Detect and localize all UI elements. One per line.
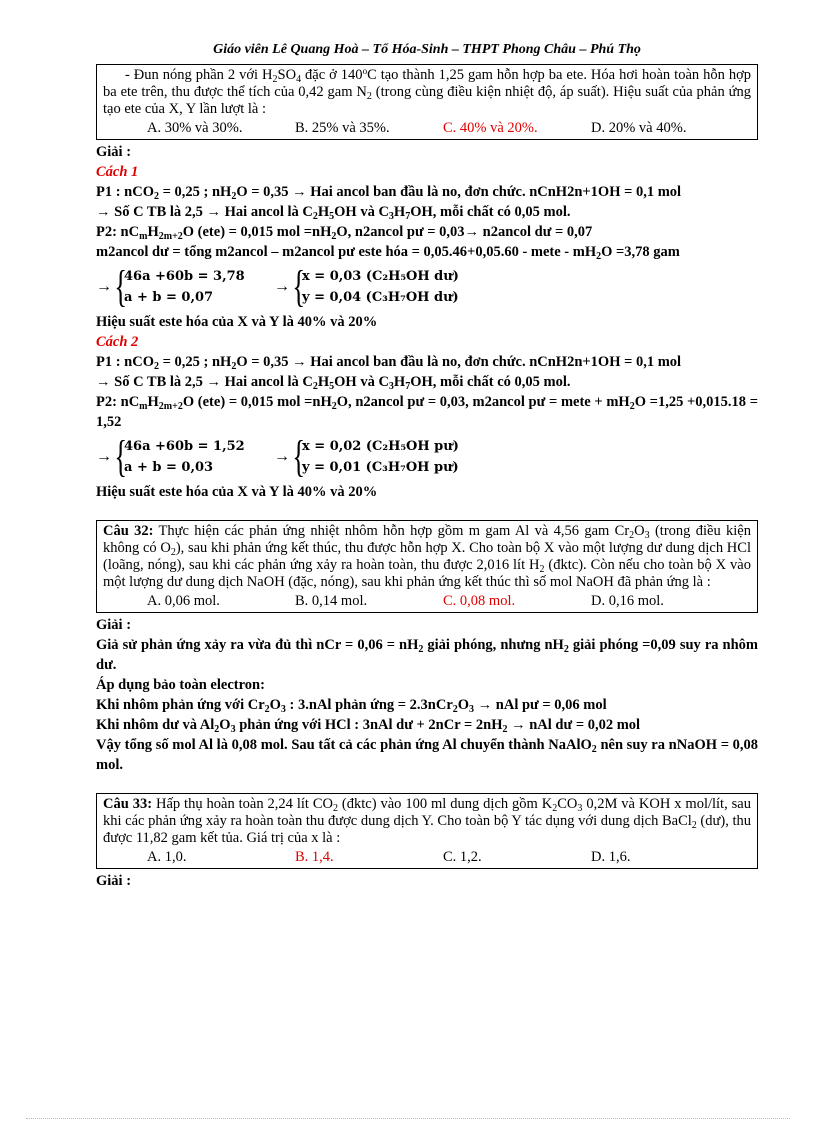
option-d: D. 0,16 mol. xyxy=(591,593,664,609)
option-c: C. 1,2. xyxy=(443,849,482,865)
question-33-options xyxy=(103,849,751,866)
option-c-correct: C. 0,08 mol. xyxy=(443,593,516,609)
question-32-options xyxy=(103,593,751,610)
p1-line-2: P1 : nCO$_2$ = 0,25 ; $nH_2O = 0,35$ → Hai ancol ban đầu là no, đơn chức. nCnH2n+1OH = 0,1 mol xyxy=(96,354,682,372)
option-a: A. 1,0. xyxy=(147,849,187,865)
sol32-line1: Giả sử phản ứng xảy ra vừa đủ thì nCr = $0,06 = nH_2$ giải phóng, nhưng $nH_2$ giải phóng =0,09 suy ra nhôm dư. xyxy=(96,637,758,673)
question-32-text: Câu 32: Thực hiện các phản ứng nhiệt nhôm hỗn hợp gồm m gam Al và 4,56 gam $Cr_2O_3$ (trong điều kiện không có $O_2$), sau khi phản ứng kết thúc, thu được hỗn hợp X. Cho toàn bộ X vào một lượng dư dung dịch HCl (loãng, nóng), sau khi các phản ứng xảy ra hoàn toàn, thu được 2,016 lít $H_2$ (đktc). Còn nếu cho toàn bộ X vào một lượng dư dung dịch NaOH (đặc, nóng), sau khi phản ứng kết thúc thì số mol NaOH đã phản ứng là : xyxy=(103,523,751,590)
option-d: D. 1,6. xyxy=(591,849,631,865)
avg-carbon-line-2: → Số C TB là 2,5 → Hai ancol là $C_2H_5OH$ và $C_3H_7OH$, mỗi chất có 0,05 mol. xyxy=(96,374,571,392)
method-1-label: Cách 1 xyxy=(96,164,139,180)
page-bottom-border xyxy=(26,1118,790,1119)
page-header: Giáo viên Lê Quang Hoà – Tổ Hóa-Sinh – THPT Phong Châu – Phú Thọ xyxy=(96,40,758,65)
option-a: A. 30% và 30%. xyxy=(147,120,243,136)
efficiency-result-1: Hiệu suất este hóa của X và Y là 40% và 20% xyxy=(96,314,378,330)
efficiency-result-2: Hiệu suất este hóa của X và Y là 40% và 20% xyxy=(96,484,378,500)
avg-carbon-line: → Số C TB là 2,5 → Hai ancol là $C_2H_5OH$ và $C_3H_7OH$, mỗi chất có 0,05 mol. xyxy=(96,204,571,222)
p2-line: P2: $nC_mH_{2m+2}O$ (ete) = 0,015 mol $=nH_2O$, n2ancol pư = 0,03→ n2ancol dư = 0,07 xyxy=(96,224,593,242)
question-33-text: Câu 33: Hấp thụ hoàn toàn 2,24 lít $CO_2$ (đktc) vào 100 ml dung dịch gồm $K_2CO_3$ 0,2M và KOH x mol/lít, sau khi các phản ứng xảy ra hoàn toàn thu được dung dịch Y. Cho toàn bộ Y tác dụng với dung dịch BaCl$_2$ (dư), thu được 11,82 gam kết tủa. Giá trị của x là : xyxy=(103,796,751,846)
question-32-box xyxy=(96,520,758,613)
option-b-correct: B. 1,4. xyxy=(295,849,334,865)
p1-line: P1 : nCO$_2$ = 0,25 ; $nH_2O = 0,35$ → Hai ancol ban đầu là no, đơn chức. nCnH2n+1OH = 0,1 mol xyxy=(96,184,682,202)
question-33-box xyxy=(96,793,758,869)
sol32-line5: Vậy tổng số mol Al là 0,08 mol. Sau tất cả các phản ứng Al chuyển thành NaAlO$_2$ nên suy ra nNaOH = 0,08 mol. xyxy=(96,737,759,773)
option-c-correct: C. 40% và 20%. xyxy=(443,120,538,136)
solution-33 xyxy=(96,871,758,891)
solution-label: Giải : xyxy=(96,873,132,889)
question-31-box xyxy=(96,65,758,140)
option-d: D. 20% và 40%. xyxy=(591,120,687,136)
method-2-label: Cách 2 xyxy=(96,334,139,350)
solution-31 xyxy=(96,142,758,502)
sol32-line2: Áp dụng bảo toàn electron: xyxy=(96,677,265,693)
p2-line-2: P2: $nC_mH_{2m+2}O$ (ete) = 0,015 mol $=nH_2O$, n2ancol pư = 0,03, m2ancol pư = mete + $mH_2O =1,25 +0,015.18 = 1,52$ xyxy=(96,394,758,430)
option-b: B. 25% và 35%. xyxy=(295,120,390,136)
equation-system-2: → { 46a +60b = 1,52 a + b = 0,03 → { x = 0,02 (C₂H₅OH pư) y = 0,01 (C₃H₇OH pư) xyxy=(96,432,459,481)
sol32-line3: Khi nhôm phản ứng với $Cr_2O_3$ : 3.nAl phản ứng = $2.3nCr_2O_3$ → nAl pư = 0,06 mol xyxy=(96,697,607,715)
equation-system-1: → { 46a +60b = 3,78 a + b = 0,07 → { x = 0,03 (C₂H₅OH dư) y = 0,04 (C₃H₇OH dư) xyxy=(96,262,459,311)
option-a: A. 0,06 mol. xyxy=(147,593,220,609)
document-page xyxy=(96,40,758,891)
sol32-line4: Khi nhôm dư và $Al_2O_3$ phản ứng với HCl : 3nAl dư + $2nCr = 2nH_2$ → nAl dư = 0,02 mol xyxy=(96,717,641,735)
question-31-text: - Đun nóng phần 2 với $H_2SO_4$ đặc ở 140$^o$C tạo thành 1,25 gam hỗn hợp ba ete. Hóa hơi hoàn toàn hỗn hợp ba ete trên, thu được thể tích của 0,42 gam $N_2$ (trong cùng điều kiện nhiệt độ, áp suất). Hiệu suất của phản ứng tạo ete của X, Y lần lượt là : xyxy=(103,66,751,117)
solution-label: Giải : xyxy=(96,617,132,633)
solution-32 xyxy=(96,615,758,775)
solution-label: Giải : xyxy=(96,144,132,160)
option-b: B. 0,14 mol. xyxy=(295,593,368,609)
question-31-options xyxy=(103,120,751,137)
mass-line: m2ancol dư = tổng m2ancol – m2ancol pư este hóa = 0,05.46+0,05.60 - mete - $mH_2O =3,78$ gam xyxy=(96,244,680,262)
